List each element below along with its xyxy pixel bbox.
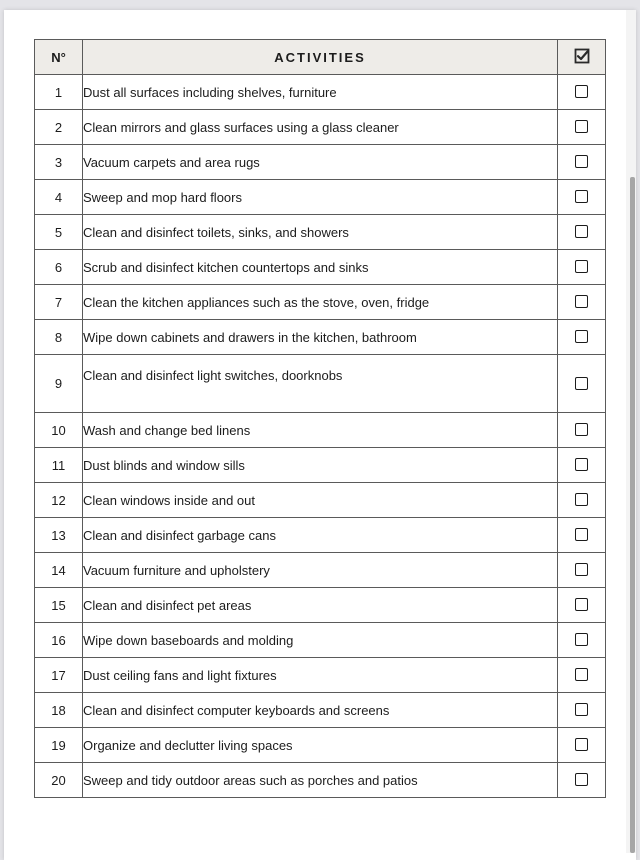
table-row	[35, 145, 606, 180]
checkbox-icon[interactable]	[575, 190, 588, 203]
activity-text: Wash and change bed linens	[83, 413, 558, 448]
checkbox-icon[interactable]	[575, 493, 588, 506]
checkbox-icon[interactable]	[575, 155, 588, 168]
checkbox-icon[interactable]	[575, 295, 588, 308]
checkbox-icon[interactable]	[575, 423, 588, 436]
row-number: 7	[35, 285, 83, 320]
header-activities: ACTIVITIES	[83, 40, 558, 75]
table-row	[35, 75, 606, 110]
table-row	[35, 180, 606, 215]
row-checkbox-cell[interactable]	[558, 75, 606, 110]
checkbox-icon[interactable]	[575, 563, 588, 576]
table-row	[35, 355, 606, 413]
table-row	[35, 285, 606, 320]
checkbox-icon[interactable]	[575, 633, 588, 646]
row-number: 12	[35, 483, 83, 518]
row-checkbox-cell[interactable]	[558, 483, 606, 518]
activity-text: Clean the kitchen appliances such as the stove, oven, fridge	[83, 285, 558, 320]
table-row	[35, 588, 606, 623]
cleaning-checklist-table	[34, 39, 606, 798]
table-row	[35, 518, 606, 553]
row-checkbox-cell[interactable]	[558, 320, 606, 355]
row-checkbox-cell[interactable]	[558, 518, 606, 553]
row-checkbox-cell[interactable]	[558, 623, 606, 658]
row-number: 9	[35, 355, 83, 413]
activity-text: Clean and disinfect light switches, doorknobs	[83, 355, 558, 413]
checkbox-icon[interactable]	[575, 330, 588, 343]
row-checkbox-cell[interactable]	[558, 285, 606, 320]
row-checkbox-cell[interactable]	[558, 355, 606, 413]
row-number: 2	[35, 110, 83, 145]
table-row	[35, 448, 606, 483]
row-checkbox-cell[interactable]	[558, 448, 606, 483]
table-row	[35, 728, 606, 763]
activity-text: Dust all surfaces including shelves, furniture	[83, 75, 558, 110]
activity-text: Dust blinds and window sills	[83, 448, 558, 483]
activity-text: Wipe down baseboards and molding	[83, 623, 558, 658]
activity-text: Clean windows inside and out	[83, 483, 558, 518]
checkbox-icon[interactable]	[575, 668, 588, 681]
row-checkbox-cell[interactable]	[558, 763, 606, 798]
scrollbar-thumb[interactable]	[630, 177, 635, 853]
row-number: 4	[35, 180, 83, 215]
row-checkbox-cell[interactable]	[558, 110, 606, 145]
row-checkbox-cell[interactable]	[558, 413, 606, 448]
table-row	[35, 413, 606, 448]
table-row	[35, 215, 606, 250]
table-row	[35, 763, 606, 798]
checkbox-icon[interactable]	[575, 85, 588, 98]
row-number: 15	[35, 588, 83, 623]
table-row	[35, 553, 606, 588]
table-row	[35, 623, 606, 658]
row-number: 3	[35, 145, 83, 180]
table-row	[35, 110, 606, 145]
row-checkbox-cell[interactable]	[558, 215, 606, 250]
header-number: N°	[35, 40, 83, 75]
checkbox-icon[interactable]	[575, 773, 588, 786]
row-number: 11	[35, 448, 83, 483]
row-checkbox-cell[interactable]	[558, 145, 606, 180]
activity-text: Dust ceiling fans and light fixtures	[83, 658, 558, 693]
activity-text: Clean and disinfect garbage cans	[83, 518, 558, 553]
activity-text: Wipe down cabinets and drawers in the kitchen, bathroom	[83, 320, 558, 355]
checked-box-icon	[574, 48, 590, 67]
row-number: 1	[35, 75, 83, 110]
checkbox-icon[interactable]	[575, 225, 588, 238]
row-number: 20	[35, 763, 83, 798]
row-number: 14	[35, 553, 83, 588]
row-checkbox-cell[interactable]	[558, 728, 606, 763]
row-number: 18	[35, 693, 83, 728]
checkbox-icon[interactable]	[575, 528, 588, 541]
activity-text: Sweep and mop hard floors	[83, 180, 558, 215]
activity-text: Clean mirrors and glass surfaces using a glass cleaner	[83, 110, 558, 145]
activity-text: Clean and disinfect toilets, sinks, and showers	[83, 215, 558, 250]
table-row	[35, 483, 606, 518]
checkbox-icon[interactable]	[575, 738, 588, 751]
row-checkbox-cell[interactable]	[558, 250, 606, 285]
activity-text: Sweep and tidy outdoor areas such as porches and patios	[83, 763, 558, 798]
row-checkbox-cell[interactable]	[558, 658, 606, 693]
table-row	[35, 320, 606, 355]
activity-text: Vacuum carpets and area rugs	[83, 145, 558, 180]
table-row	[35, 693, 606, 728]
checkbox-icon[interactable]	[575, 377, 588, 390]
activity-text: Scrub and disinfect kitchen countertops and sinks	[83, 250, 558, 285]
row-number: 13	[35, 518, 83, 553]
row-number: 8	[35, 320, 83, 355]
row-number: 19	[35, 728, 83, 763]
table-row	[35, 658, 606, 693]
row-checkbox-cell[interactable]	[558, 553, 606, 588]
activity-text: Vacuum furniture and upholstery	[83, 553, 558, 588]
table-row	[35, 250, 606, 285]
checkbox-icon[interactable]	[575, 598, 588, 611]
row-number: 10	[35, 413, 83, 448]
header-check	[558, 40, 606, 75]
activity-text: Organize and declutter living spaces	[83, 728, 558, 763]
checkbox-icon[interactable]	[575, 260, 588, 273]
checkbox-icon[interactable]	[575, 703, 588, 716]
row-number: 5	[35, 215, 83, 250]
row-checkbox-cell[interactable]	[558, 693, 606, 728]
checkbox-icon[interactable]	[575, 458, 588, 471]
activity-text: Clean and disinfect computer keyboards and screens	[83, 693, 558, 728]
checkbox-icon[interactable]	[575, 120, 588, 133]
row-number: 6	[35, 250, 83, 285]
row-checkbox-cell[interactable]	[558, 588, 606, 623]
row-checkbox-cell[interactable]	[558, 180, 606, 215]
activity-text: Clean and disinfect pet areas	[83, 588, 558, 623]
row-number: 17	[35, 658, 83, 693]
row-number: 16	[35, 623, 83, 658]
table-header-row	[35, 40, 606, 75]
